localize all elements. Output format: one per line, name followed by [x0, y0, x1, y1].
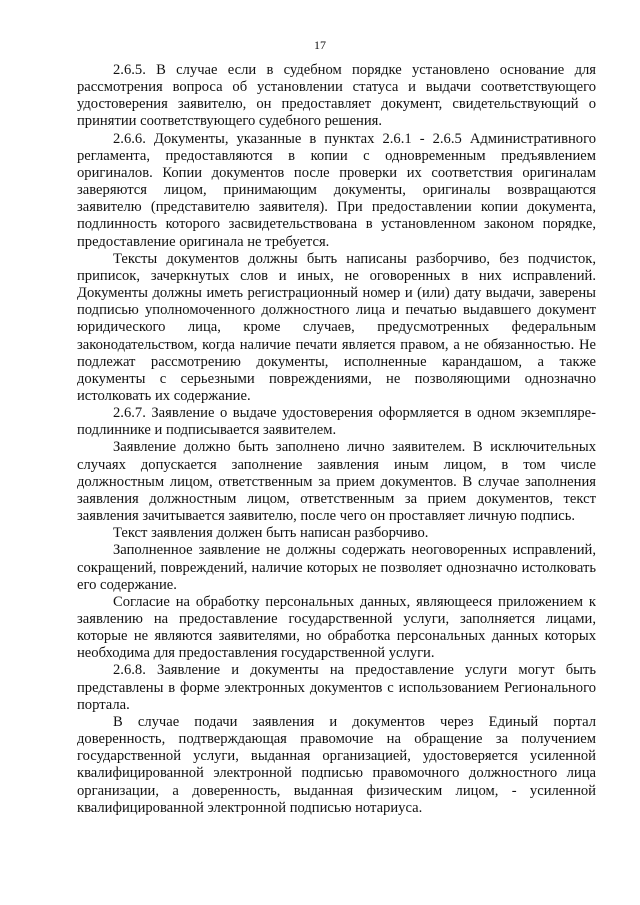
paragraph-2-6-6: 2.6.6. Документы, указанные в пунктах 2.6.1 - 2.6.5 Административного регламента, предоставляются в копии с одновременным предъявлением оригиналов. Копии документов после проверки их соответствия оригиналам заверяются лицом, принимающим документы, оригиналы возвращаются заявителю (представителю заявителя). При предоставлении копии документа, подлинность которого засвидетельствована в установленном законом порядке, предоставление оригинала не требуется. — [77, 130, 596, 250]
paragraph-power-of-attorney: В случае подачи заявления и документов через Единый портал доверенность, подтверждающая правомочие на обращение за получением государственной услуги, выданная организацией, удостоверяется усиленной квалифицированной электронной подписью правомочного должностного лица организации, а доверенность, выданная физическим лицом, - усиленной квалифицированной электронной подписью нотариуса. — [77, 713, 596, 816]
paragraph-filling-by-applicant: Заявление должно быть заполнено лично заявителем. В исключительных случаях допускается заполнение заявления иным лицом, в том числе должностным лицом, ответственным за прием документов. В случае заполнения заявления должностным лицом, ответственным за прием документов, текст заявления зачитывается заявителю, после чего он проставляет личную подпись. — [77, 439, 596, 525]
document-body — [77, 62, 596, 817]
page-number: 17 — [314, 38, 326, 52]
paragraph-personal-data-consent: Согласие на обработку персональных данных, являющееся приложением к заявлению на предоставление государственной услуги, заполняется лицами, которые не являются заявителями, но обработка персональных данных которых необходима для предоставления государственной услуги. — [77, 593, 596, 662]
paragraph-2-6-8: 2.6.8. Заявление и документы на предоставление услуги могут быть представлены в форме электронных документов с использованием Регионального портала. — [77, 662, 596, 713]
paragraph-no-corrections: Заполненное заявление не должны содержать неоговоренных исправлений, сокращений, повреждений, наличие которых не позволяет однозначно истолковать его содержание. — [77, 542, 596, 593]
paragraph-legibility: Текст заявления должен быть написан разборчиво. — [113, 525, 429, 542]
paragraph-document-requirements: Тексты документов должны быть написаны разборчиво, без подчисток, приписок, зачеркнутых слов и иных, не оговоренных в них исправлений. Документы должны иметь регистрационный номер и (или) дату выдачи, заверены подписью уполномоченного должностного лица и печатью выдавшего документ юридического лица, кроме случаев, предусмотренных федеральным законодательством, когда наличие печати является правом, а не обязанностью. Не подлежат рассмотрению документы, исполненные карандашом, а также документы с серьезными повреждениями, не позволяющими однозначно истолковать их содержание. — [77, 250, 596, 404]
paragraph-2-6-5: 2.6.5. В случае если в судебном порядке установлено основание для рассмотрения вопроса об установлении статуса и выдачи соответствующего удостоверения заявителю, он предоставляет документ, свидетельствующий о принятии соответствующего судебного решения. — [77, 62, 596, 130]
paragraph-2-6-7: 2.6.7. Заявление о выдаче удостоверения оформляется в одном экземпляре-подлиннике и подписывается заявителем. — [77, 405, 596, 439]
